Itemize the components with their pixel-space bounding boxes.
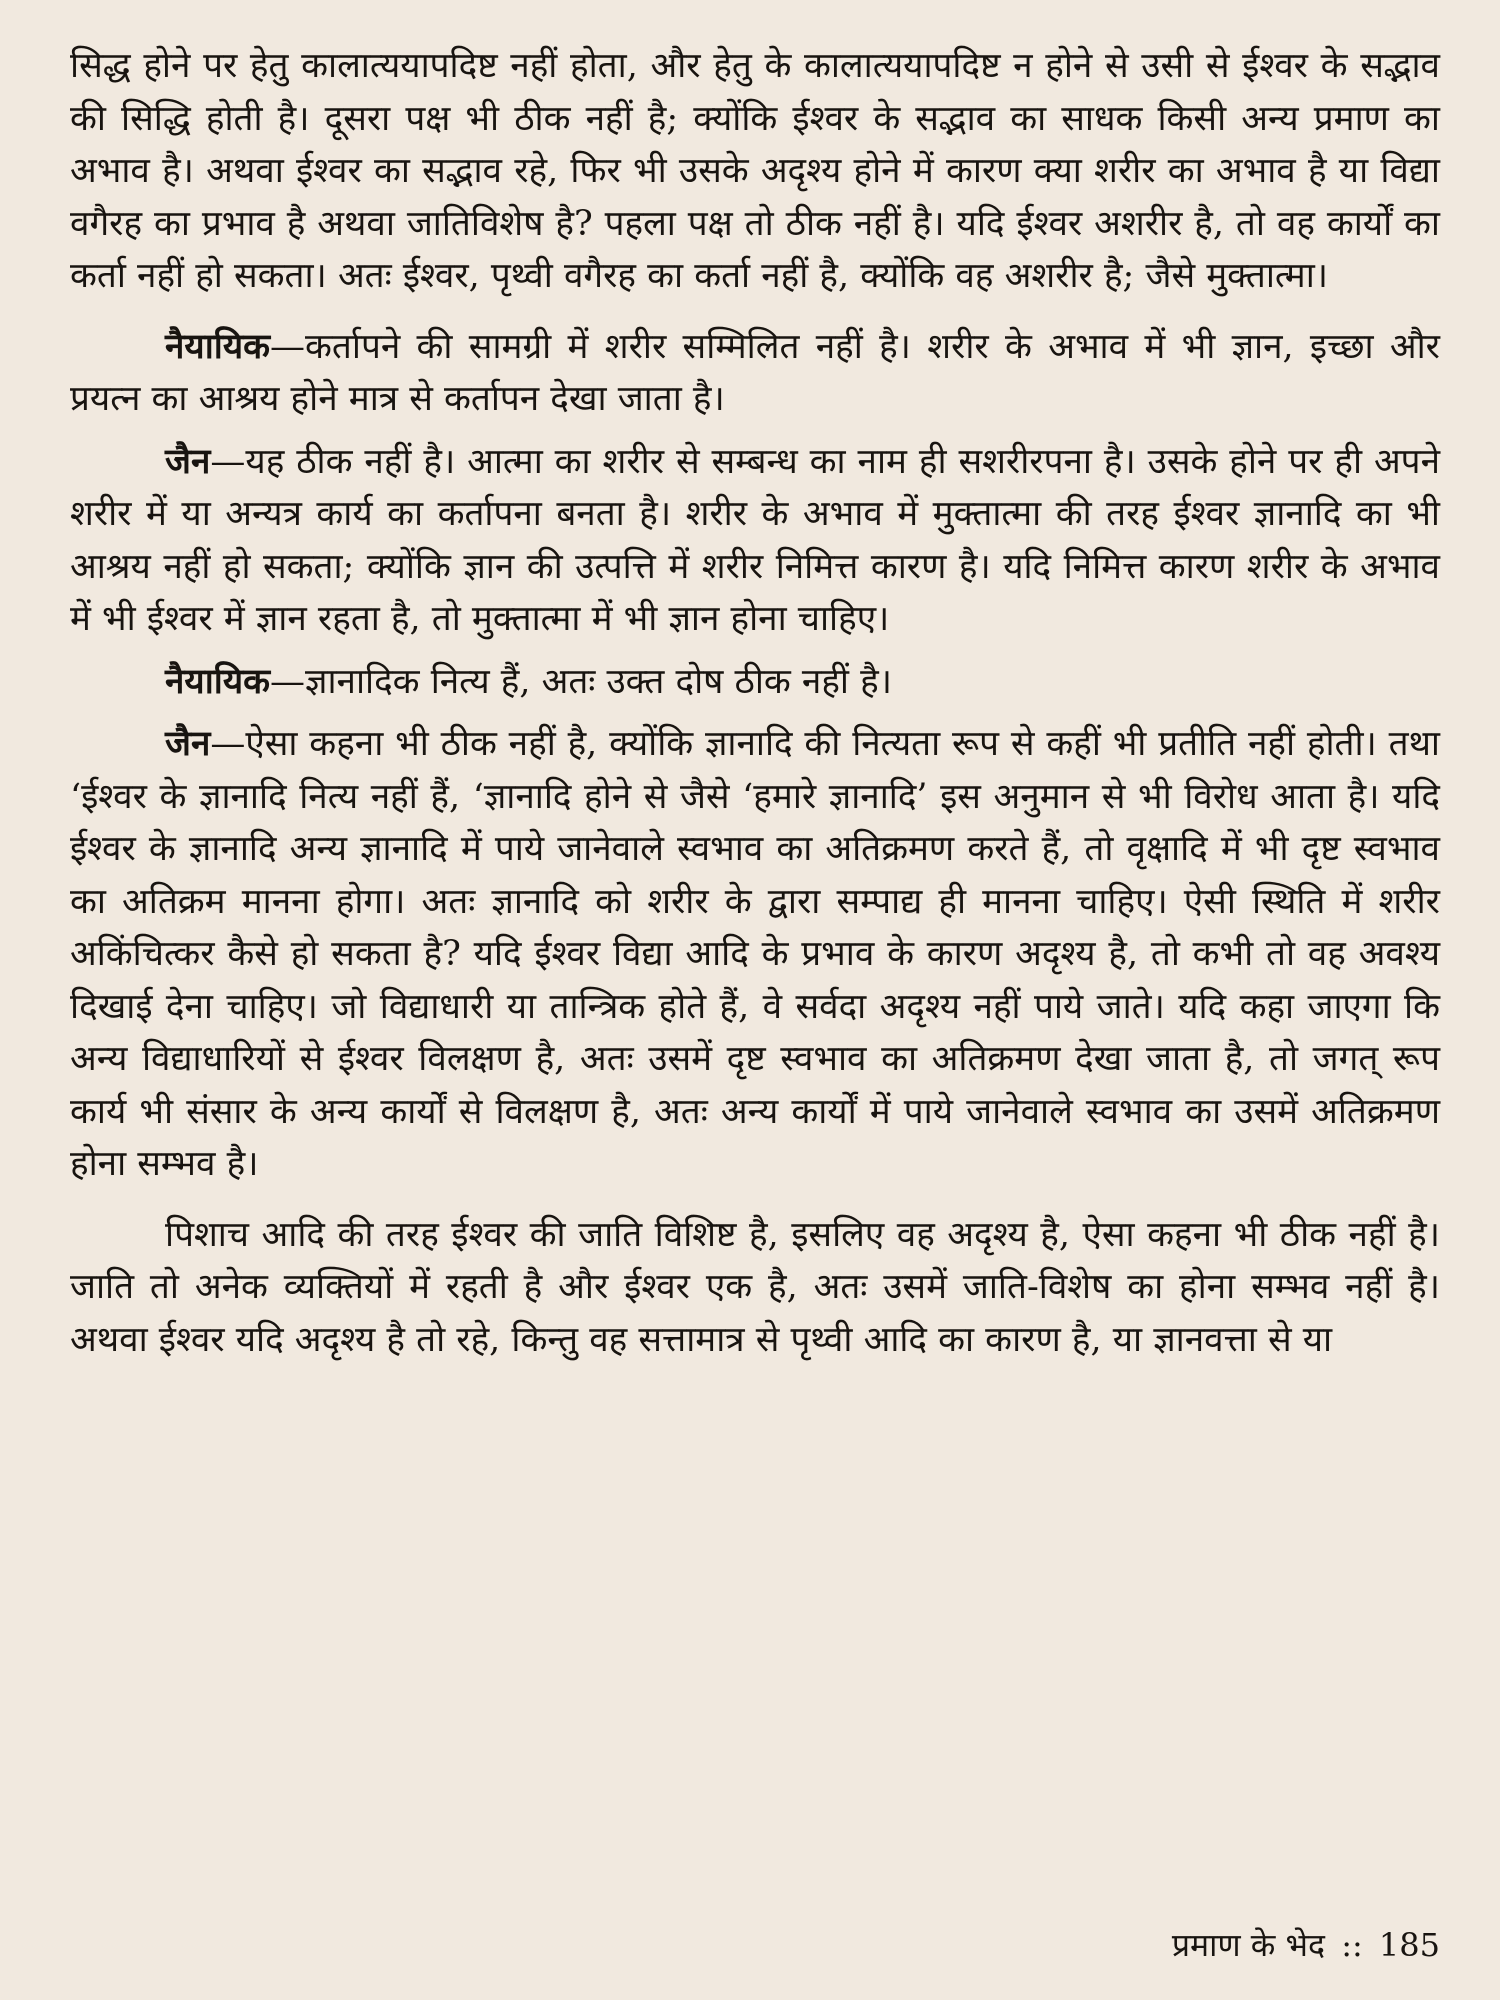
paragraph-4-text: —ज्ञानादिक नित्य हैं, अतः उक्त दोष ठीक नहीं है। — [270, 661, 892, 702]
paragraph-3 — [70, 436, 1440, 646]
page-body — [70, 40, 1440, 1376]
speaker-jain-1: जैन — [165, 440, 211, 482]
paragraph-5-text: —ऐसा कहना भी ठीक नहीं है, क्योंकि ज्ञानादि की नित्यता रूप से कहीं भी प्रतीति नहीं होती। तथा ‘ईश्वर के ज्ञानादि नित्य नहीं हैं, ‘ज्ञानादि होने से जैसे ‘हमारे ज्ञानादि’ इस अनुमान से भी विरोध आता है। यदि ईश्वर के ज्ञानादि अन्य ज्ञानादि में पाये जानेवाले स्वभाव का अतिक्रमण करते हैं, तो वृक्षादि में भी दृष्ट स्वभाव का अतिक्रम मानना होगा। अतः ज्ञानादि को शरीर के द्वारा सम्पाद्य ही मानना चाहिए। ऐसी स्थिति में शरीर अकिंचित्कर कैसे हो सकता है? यदि ईश्वर विद्या आदि के प्रभाव के कारण अदृश्य है, तो कभी तो वह अवश्य दिखाई देना चाहिए। जो विद्याधारी या तान्त्रिक होते हैं, वे सर्वदा अदृश्य नहीं पाये जाते। यदि कहा जाएगा कि अन्य विद्याधारियों से ईश्वर विलक्षण है, अतः उसमें दृष्ट स्वभाव का अतिक्रमण देखा जाता है, तो जगत् रूप कार्य भी संसार के अन्य कार्यों से विलक्षण है, अतः अन्य कार्यों में पाये जानेवाले स्वभाव का उसमें अतिक्रमण होना सम्भव है। — [70, 724, 1440, 1184]
paragraph-6 — [70, 1209, 1440, 1367]
page-number: 185 — [1378, 1926, 1440, 1964]
paragraph-2-text: —कर्तापने की सामग्री में शरीर सम्मिलित नहीं है। शरीर के अभाव में भी ज्ञान, इच्छा और प्रयत्न का आश्रय होने मात्र से कर्तापन देखा जाता है। — [70, 326, 1440, 419]
paragraph-1-text: सिद्ध होने पर हेतु कालात्ययापदिष्ट नहीं होता, और हेतु के कालात्ययापदिष्ट न होने से उसी से ईश्वर के सद्भाव की सिद्धि होती है। दूसरा पक्ष भी ठीक नहीं है; क्योंकि ईश्वर के सद्भाव का साधक किसी अन्य प्रमाण का अभाव है। अथवा ईश्वर का सद्भाव रहे, फिर भी उसके अदृश्य होने में कारण क्या शरीर का अभाव है या विद्या वगैरह का प्रभाव है अथवा जातिविशेष है? पहला पक्ष तो ठीक नहीं है। यदि ईश्वर अशरीर है, तो वह कार्यों का कर्ता नहीं हो सकता। अतः ईश्वर, पृथ्वी वगैरह का कर्ता नहीं है, क्योंकि वह अशरीर है; जैसे मुक्तात्मा। — [70, 46, 1440, 296]
paragraph-3-text: —यह ठीक नहीं है। आत्मा का शरीर से सम्बन्ध का नाम ही सशरीरपना है। उसके होने पर ही अपने शरीर में या अन्यत्र कार्य का कर्तापना बनता है। शरीर के अभाव में मुक्तात्मा की तरह ईश्वर ज्ञानादि का भी आश्रय नहीं हो सकता; क्योंकि ज्ञान की उत्पत्ति में शरीर निमित्त कारण है। यदि निमित्त कारण शरीर के अभाव में भी ईश्वर में ज्ञान रहता है, तो मुक्तात्मा में भी ज्ञान होना चाहिए। — [70, 441, 1440, 639]
paragraph-1 — [70, 40, 1440, 303]
page-footer — [1172, 1925, 1440, 1965]
paragraph-2 — [70, 321, 1440, 426]
paragraph-4 — [70, 656, 1440, 709]
paragraph-5 — [70, 718, 1440, 1191]
speaker-naiyayika-1: नैयायिक — [165, 325, 271, 367]
footer-title: प्रमाण के भेद — [1171, 1926, 1326, 1964]
footer-separator: :: — [1341, 1926, 1363, 1964]
speaker-jain-2: जैन — [165, 723, 211, 764]
paragraph-6-text: पिशाच आदि की तरह ईश्वर की जाति विशिष्ट है, इसलिए वह अदृश्य है, ऐसा कहना भी ठीक नहीं है। जाति तो अनेक व्यक्तियों में रहती है और ईश्वर एक है, अतः उसमें जाति-विशेष का होना सम्भव नहीं है। अथवा ईश्वर यदि अदृश्य है तो रहे, किन्तु वह सत्तामात्र से पृथ्वी आदि का कारण है, या ज्ञानवत्ता से या — [70, 1214, 1440, 1360]
speaker-naiyayika-2: नैयायिक — [165, 660, 271, 702]
